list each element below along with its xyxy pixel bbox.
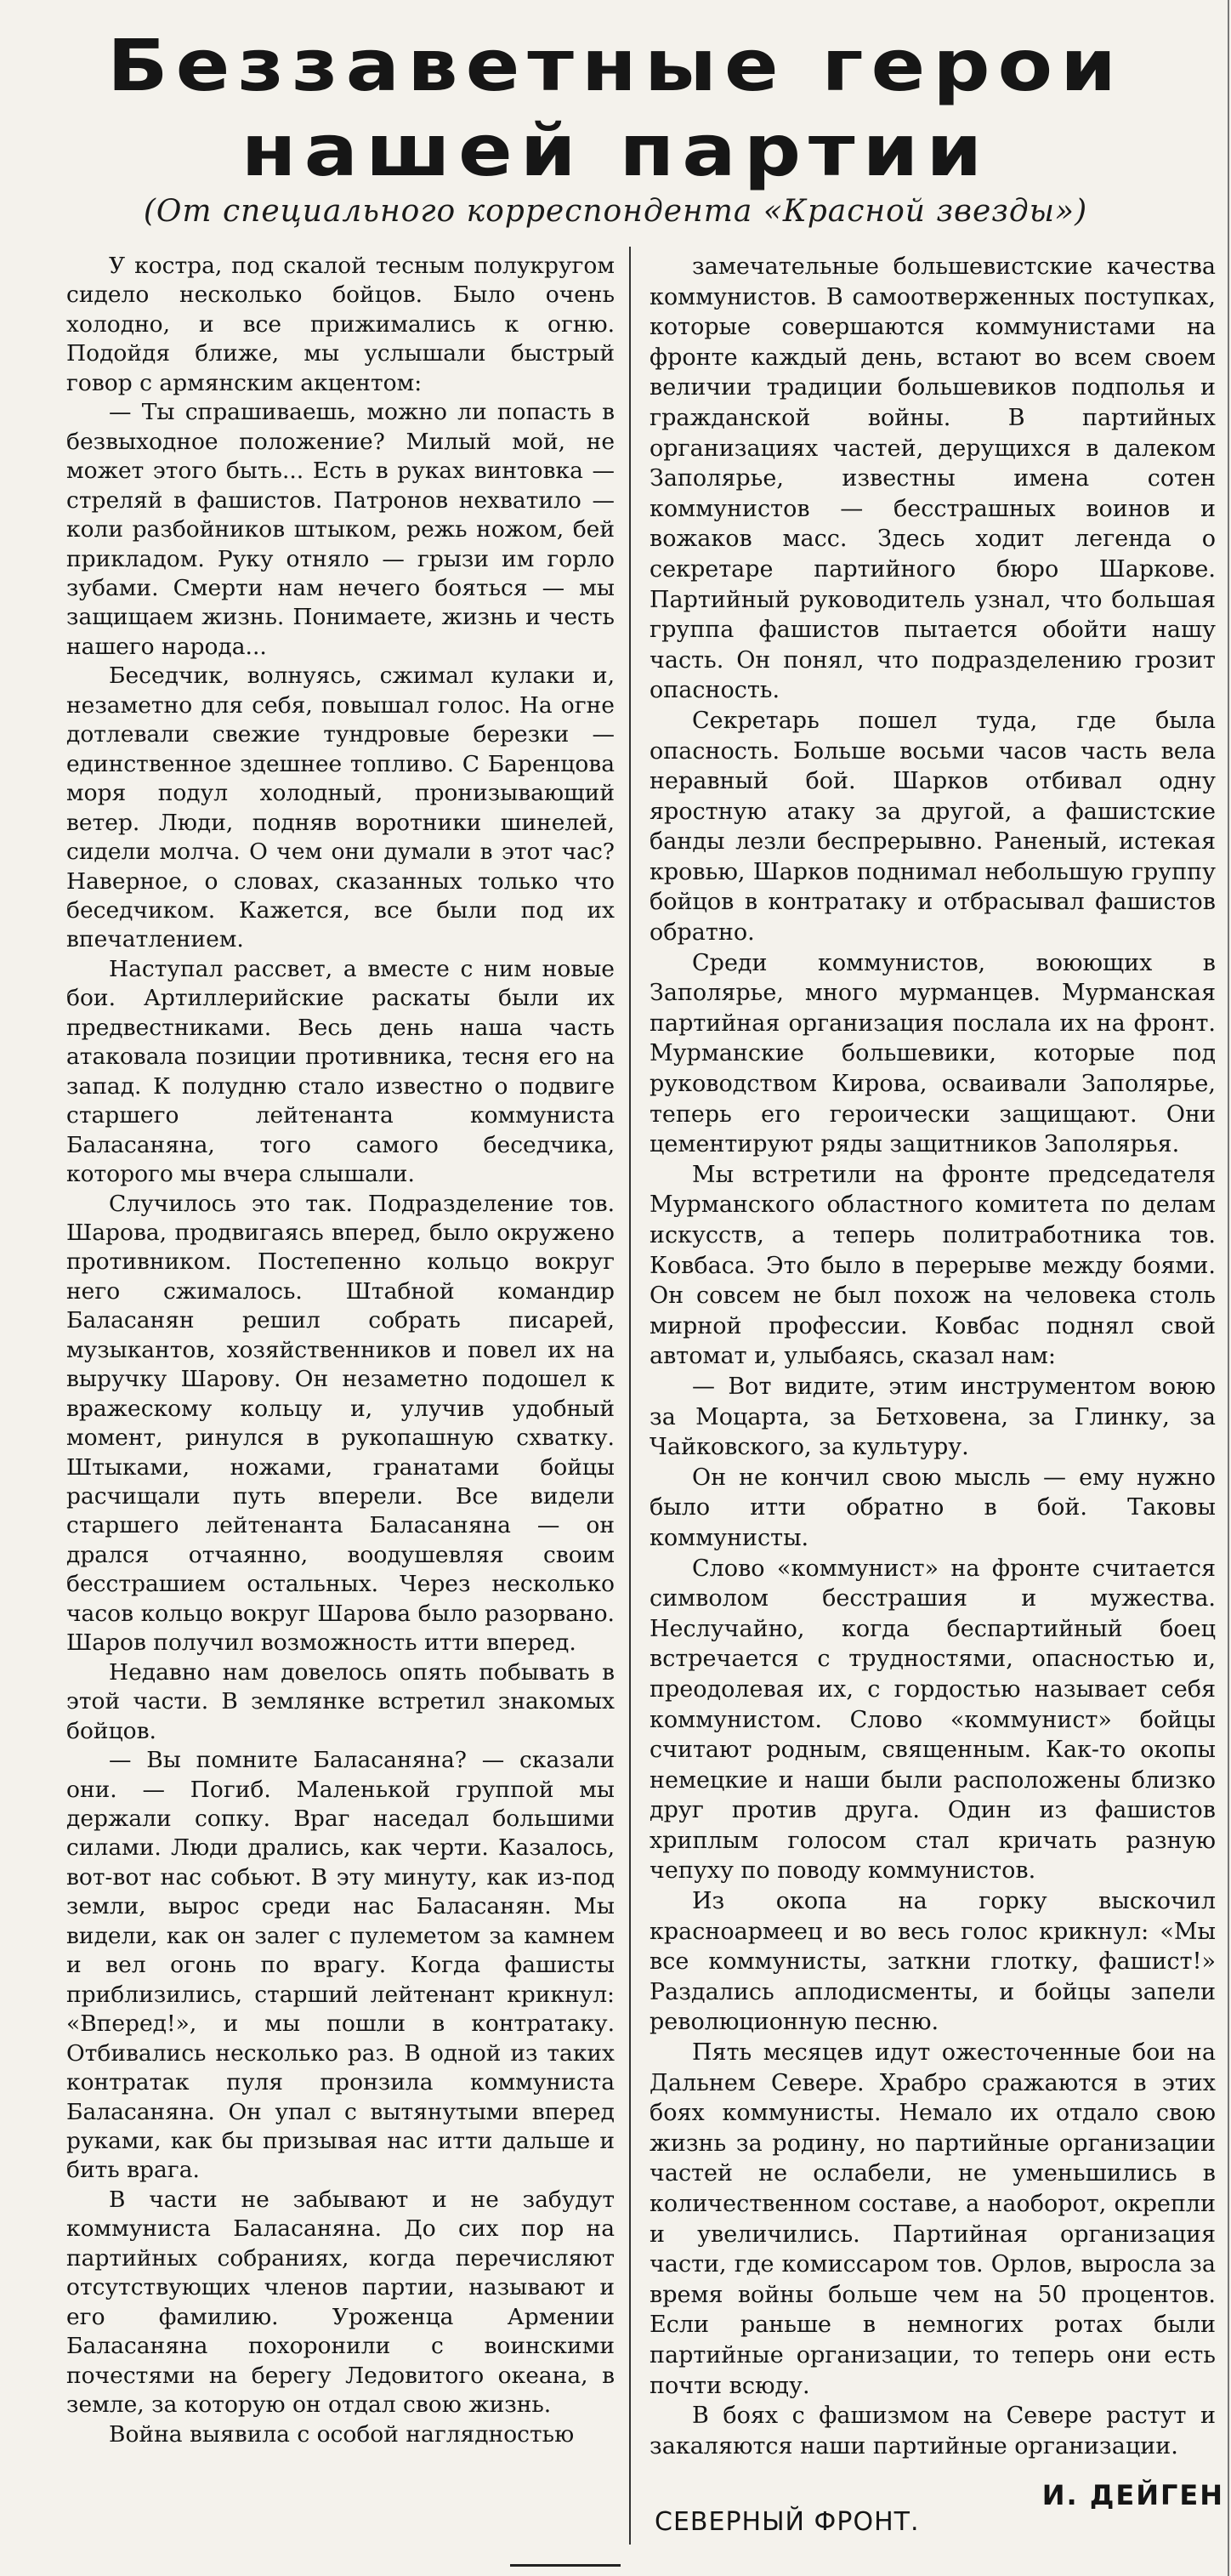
paragraph: В части не забывают и не забудут коммуниста Баласаняна. До сих пор на партийных собраниях, когда перечисляют отсутствующих членов партии, называют и его фамилию. Уроженца Армении Баласаняна похоронили с воинскими почестями на берегу Ледовитого океана, в земле, за которую он отдал свою жизнь. <box>66 2186 615 2419</box>
paragraph: Он не кончил свою мысль — ему нужно было итти обратно в бой. Таковы коммунисты. <box>650 1464 1216 1551</box>
paragraph: — Вот видите, этим инструментом воюю за Моцарта, за Бетховена, за Глинку, за Чайковского, за культуру. <box>650 1373 1216 1461</box>
dateline: СЕВЕРНЫЙ ФРОНТ. <box>655 2507 920 2537</box>
paragraph: замечательные большевистские качества коммунистов. В самоотверженных поступках, которые совершаются коммунистами на фронте каждый день, встают во всем своем величии традиции большевиков подполья и гражданской войны. В партийных организациях частей, дерущихся в далеком Заполярье, известны имена сотен коммунистов — бесстрашных воинов и вожаков масс. Здесь ходит легенда о секретаре партийного бюро Шаркове. Партийный руководитель узнал, что большая группа фашистов пытается обойти нашу часть. Он понял, что подразделению грозит опасность. <box>650 253 1216 704</box>
closing-rule <box>510 2564 621 2567</box>
paragraph: Недавно нам довелось опять побывать в этой части. В землянке встретил знакомых бойцов. <box>66 1658 615 1744</box>
article-title-line-1: Беззаветные герои <box>106 24 1125 107</box>
paragraph: Из окопа на горку выскочил красноармеец и во весь голос крикнул: «Мы все коммунисты, заткни глотку, фашист!» Раздались аплодисменты, и бойцы запели революционную песню. <box>650 1888 1216 2036</box>
paragraph: Война выявила с особой наглядностью <box>109 2420 575 2448</box>
article-title-line-2: нашей партии <box>241 109 990 192</box>
paragraph: В боях с фашизмом на Севере растут и закаляются наши партийные организации. <box>650 2403 1216 2459</box>
paragraph: — Вы помните Баласаняна? — сказали они. — Погиб. Маленькой группой мы держали сопку. Враг наседал большими силами. Люди дрались, как черти. Казалось, вот-вот нас собьют. В эту минуту, как из-под земли, вырос среди нас Баласанян. Мы видели, как он залег с пулеметом за камнем и вел огонь по врагу. Когда фашисты приблизились, старший лейтенант крикнул: «Вперед!», и мы пошли в контратаку. Отбивались несколько раз. В одной из таких контратак пуля пронзила коммуниста Баласаняна. Он упал с вытянутыми вперед руками, как бы призывая нас итти дальше и бить врага. <box>66 1747 615 2184</box>
paragraph: Среди коммунистов, воюющих в Заполярье, много мурманцев. Мурманская партийная организация послала их на фронт. Мурманские большевики, которые под руководством Кирова, осваивали Заполярье, теперь его героически защищают. Они цементируют ряды защитников Заполярья. <box>650 949 1216 1158</box>
page-edge-rule <box>1228 0 1229 2576</box>
paragraph: У костра, под скалой тесным полукругом сидело несколько бойцов. Было очень холодно, и все прижимались к огню. Подойдя ближе, мы услышали быстрый говор с армянским акцентом: <box>66 253 615 396</box>
paragraph: Слово «коммунист» на фронте считается символом бесстрашия и мужества. Неслучайно, когда беспартийный боец встречается с трудностями, опасностью и, преодолевая их, с гордостью называет себя коммунистом. Слово «коммунист» бойцы считают родным, священным. Как-то окопы немецкие и наши были расположены близко друг против друга. Один из фашистов хриплым голосом стал кричать разную чепуху по поводу коммунистов. <box>650 1555 1216 1885</box>
paragraph: Секретарь пошел туда, где была опасность. Больше восьми часов часть вела неравный бой. Шарков отбивал одну яростную атаку за другой, а фашистские банды лезли беспрерывно. Раненый, истекая кровью, Шарков поднимал небольшую группу бойцов в контратаку и отбрасывал фашистов обратно. <box>650 707 1216 947</box>
paragraph: — Ты спрашиваешь, можно ли попасть в безвыходное положение? Милый мой, не может этого быть... Есть в руках винтовка — стреляй в фашистов. Патронов нехватило — коли разбойников штыком, режь ножом, бей прикладом. Руку отняло — грызи им горло зубами. Смерти нам нечего бояться — мы защищаем жизнь. Понимаете, жизнь и честь нашего народа... <box>66 399 615 660</box>
paragraph: Беседчик, волнуясь, сжимал кулаки и, незаметно для себя, повышал голос. На огне дотлевали свежие тундровые березки — единственное здешнее топливо. С Баренцова моря подул холодный, пронизывающий ветер. Люди, подняв воротники шинелей, сидели молча. О чем они думали в этот час? Наверное, о словах, сказанных только что беседчиком. Кажется, все были под их впечатлением. <box>66 662 615 953</box>
article-subtitle: (От специального корреспондента «Красной звезды») <box>143 194 1088 229</box>
paragraph: Мы встретили на фронте председателя Мурманского областного комитета по делам искусств, а теперь политработника тов. Ковбаса. Это было в перерыве между боями. Он совсем не был похож на человека столь мирной профессии. Ковбас поднял свой автомат и, улыбаясь, сказал нам: <box>650 1161 1216 1370</box>
paragraph: Случилось это так. Подразделение тов. Шарова, продвигаясь вперед, было окружено противником. Постепенно кольцо вокруг него сжималось. Штабной командир Баласанян решил собрать писарей, музыкантов, хозяйственников и повел их на выручку Шарову. Он незаметно подошел к вражескому кольцу и, улучив удобный момент, ринулся в рукопашную схватку. Штыками, ножами, гранатами бойцы расчищали путь вперели. Все видели старшего лейтенанта Баласаняна — он дрался отчаянно, воодушевляя своим бесстрашием остальных. Через несколько часов кольцо вокруг Шарова было разорвано. Шаров получил возможность итти вперед. <box>66 1190 615 1657</box>
paragraph: Пять месяцев идут ожесточенные бои на Дальнем Севере. Храбро сражаются в этих боях коммунисты. Немало их отдало свою жизнь за родину, но партийные организации частей не ослабели, не уменьшились в количественном составе, а наоборот, окрепли и увеличились. Партийная организация части, где комиссаром тов. Орлов, выросла за время войны больше чем на 50 процентов. Если раньше в немногих ротах были партийные организации, то теперь они есть почти всюду. <box>650 2039 1216 2399</box>
text-column-right <box>650 252 1216 2461</box>
author-signature: И. ДЕЙГЕН <box>1041 2479 1224 2511</box>
column-divider <box>629 247 631 2545</box>
paragraph: Наступал рассвет, а вместе с ним новые бои. Артиллерийские раскаты были их предвестниками. Весь день наша часть атаковала позиции противника, тесня его на запад. К полудню стало известно о подвиге старшего лейтенанта коммуниста Баласаняна, того самого беседчика, которого мы вчера слышали. <box>66 955 615 1188</box>
text-column-left <box>66 252 615 2449</box>
